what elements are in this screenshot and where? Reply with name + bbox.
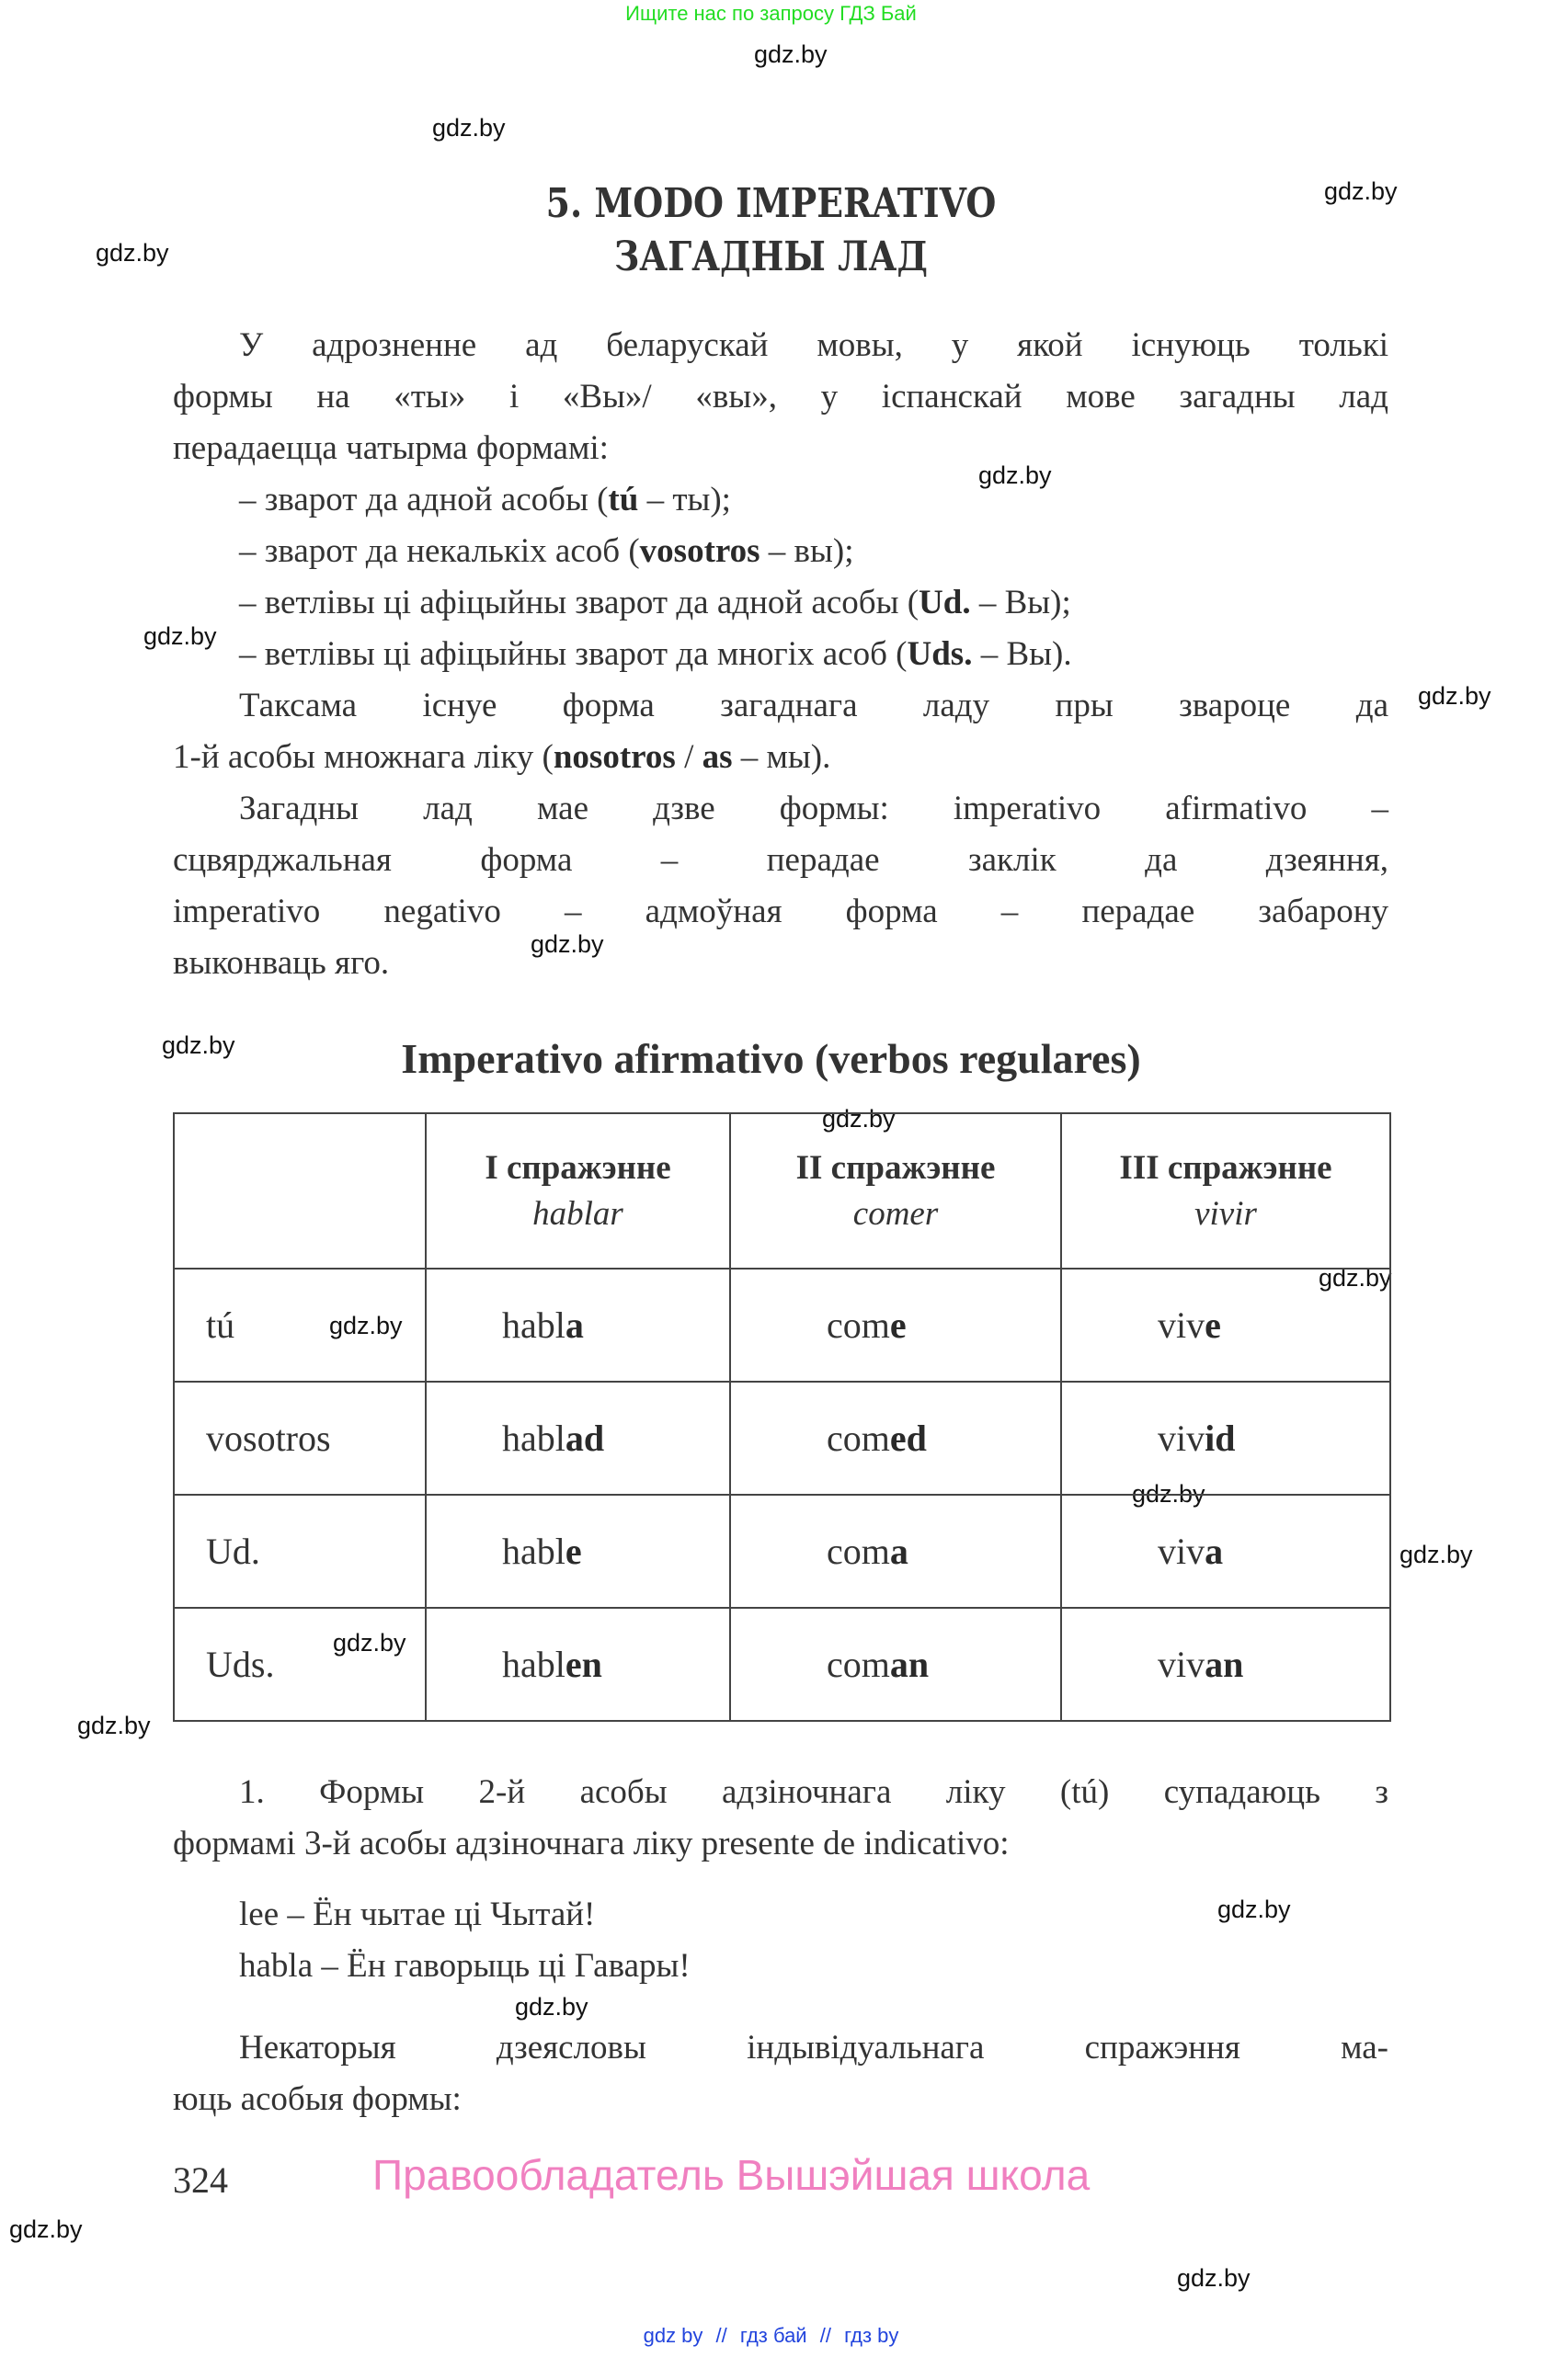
- table-row: [174, 1608, 1390, 1721]
- watermark: gdz.by: [329, 1312, 403, 1339]
- examples: [173, 1889, 1455, 1992]
- watermark: gdz.by: [1319, 1264, 1392, 1292]
- watermark: gdz.by: [515, 1993, 588, 2021]
- form-cell: coman: [730, 1608, 1061, 1721]
- watermark: gdz.by: [96, 239, 169, 267]
- footer-link-gdz-bai[interactable]: гдз бай: [739, 2324, 807, 2347]
- bullet-item: – ветлівы ці афіцыйны зварот да многіх асоб (Uds. – Вы).: [239, 635, 1072, 673]
- text-line: выконваць яго.: [173, 944, 390, 982]
- form-cell: habla: [426, 1269, 730, 1382]
- watermark: gdz.by: [162, 1031, 235, 1059]
- watermark: gdz.by: [143, 622, 217, 650]
- form-cell: comed: [730, 1382, 1061, 1495]
- watermark: gdz.by: [1132, 1480, 1205, 1508]
- watermark: gdz.by: [1399, 1541, 1473, 1568]
- bullet-item: – зварот да некалькіх асоб (vosotros – вы);: [239, 532, 854, 570]
- table-row: [174, 1382, 1390, 1495]
- watermark: gdz.by: [754, 40, 828, 68]
- note-paragraph: [173, 1767, 1388, 1870]
- header-empty: [174, 1113, 426, 1269]
- example-line: habla – Ён гаворыць ці Гавары!: [239, 1947, 691, 1985]
- text-line: Таксама існуе форма загаднага ладу пры звароце да: [239, 687, 1388, 724]
- table-title: Imperativo afirmativo (verbos regulares): [401, 1035, 1141, 1082]
- watermark: gdz.by: [1217, 1896, 1291, 1923]
- text-line: формамі 3-й асобы адзіночнага ліку presente de indicativo:: [173, 1825, 1010, 1862]
- text-line: формы на «ты» і «Вы»/ «вы», у іспанскай мове загадны лад: [173, 378, 1388, 416]
- section-title: 5. MODO IMPERATIVO: [545, 180, 997, 227]
- form-cell: come: [730, 1269, 1061, 1382]
- example-line: lee – Ён чытае ці Чытай!: [239, 1896, 596, 1933]
- watermark: gdz.by: [432, 114, 506, 142]
- footer-links: [0, 2324, 1542, 2348]
- table-header-row: [174, 1113, 1390, 1269]
- bullet-item: – зварот да адной асобы (tú – ты);: [239, 481, 731, 518]
- text-line: Некаторыя дзеясловы індывідуальнага спражэння ма-: [239, 2029, 1388, 2067]
- person-cell: Uds.: [174, 1608, 426, 1721]
- text-line: перадаецца чатырма формамі:: [173, 429, 609, 467]
- bullet-item: – ветлівы ці афіцыйны зварот да адной асобы (Ud. – Вы);: [239, 584, 1071, 621]
- header-conjugation-3: III спражэнне vivir: [1061, 1113, 1390, 1269]
- form-cell: coma: [730, 1495, 1061, 1608]
- form-cell: vivid: [1061, 1382, 1390, 1495]
- text-line: сцвярджальная форма – перадае заклік да дзеяння,: [173, 841, 1388, 879]
- watermark: gdz.by: [9, 2215, 83, 2243]
- header-conjugation-1: I спражэнне hablar: [426, 1113, 730, 1269]
- watermark: gdz.by: [1324, 177, 1398, 205]
- form-cell: hablen: [426, 1608, 730, 1721]
- text-line: юць асобыя формы:: [173, 2080, 462, 2118]
- page-number: 324: [173, 2159, 228, 2201]
- watermark: gdz.by: [1177, 2264, 1251, 2292]
- watermark: gdz.by: [531, 930, 604, 958]
- text-line: Загадны лад мае дзве формы: imperativo afirmativo –: [239, 790, 1388, 827]
- form-cell: viva: [1061, 1495, 1390, 1608]
- footer-link-gdz[interactable]: gdz by: [643, 2324, 703, 2347]
- table-row: [174, 1495, 1390, 1608]
- footer-separator: //: [819, 2324, 831, 2347]
- section-subtitle: ЗАГАДНЫ ЛАД: [613, 233, 929, 280]
- text-line: У адрозненне ад беларускай мовы, у якой існуюць толькі: [239, 326, 1388, 364]
- watermark: gdz.by: [822, 1105, 896, 1133]
- watermark: gdz.by: [77, 1712, 151, 1739]
- watermark: gdz.by: [978, 461, 1052, 489]
- text-line: imperativo negativo – адмоўная форма – перадае забарону: [173, 893, 1388, 930]
- intro-paragraph: [173, 320, 1388, 989]
- footer-link-gdz-by[interactable]: гдз by: [844, 2324, 899, 2347]
- header-conjugation-2: II спражэнне comer: [730, 1113, 1061, 1269]
- person-cell: tú: [174, 1269, 426, 1382]
- watermark: gdz.by: [1418, 682, 1491, 710]
- form-cell: hablad: [426, 1382, 730, 1495]
- search-banner[interactable]: Ищите нас по запросу ГДЗ Бай: [625, 2, 917, 25]
- copyright-notice: Правообладатель Вышэйшая школа: [372, 2151, 1091, 2199]
- conjugation-table: [173, 1112, 1391, 1722]
- text-line: 1-й асобы множнага ліку (nosotros / as – мы).: [173, 738, 831, 776]
- person-cell: Ud.: [174, 1495, 426, 1608]
- irregular-paragraph: [173, 2022, 1388, 2125]
- form-cell: vivan: [1061, 1608, 1390, 1721]
- watermark: gdz.by: [333, 1629, 406, 1657]
- text-line: 1. Формы 2-й асобы адзіночнага ліку (tú) супадаюць з: [239, 1773, 1388, 1811]
- form-cell: hable: [426, 1495, 730, 1608]
- form-cell: vive: [1061, 1269, 1390, 1382]
- table-row: [174, 1269, 1390, 1382]
- footer-separator: //: [715, 2324, 727, 2347]
- person-cell: vosotros: [174, 1382, 426, 1495]
